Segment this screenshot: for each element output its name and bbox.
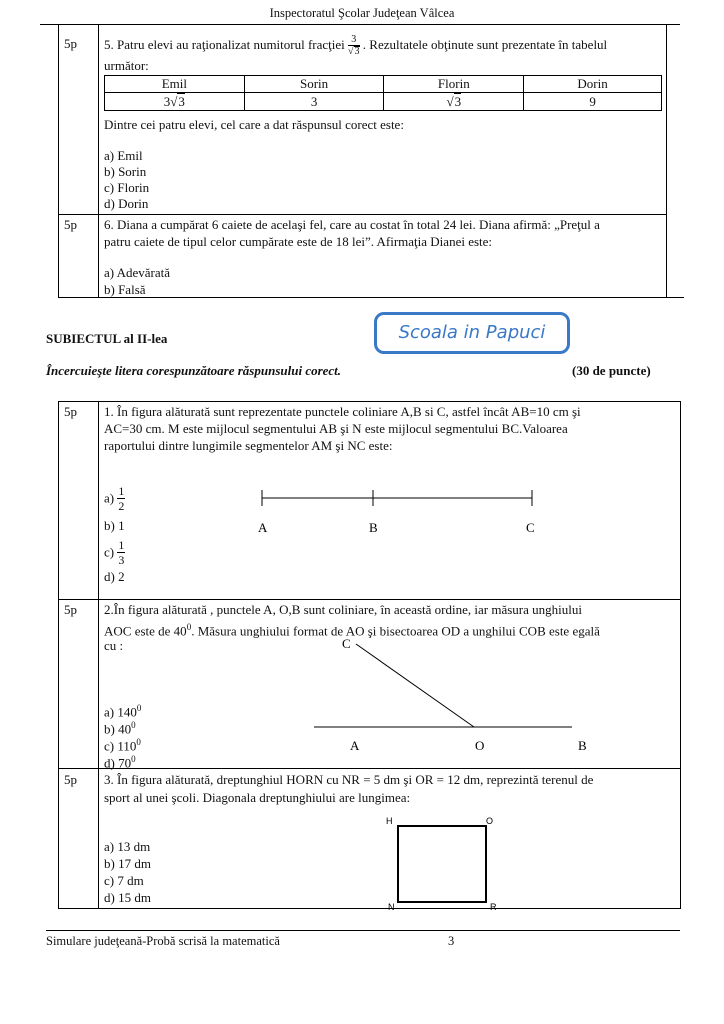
table2-left-border bbox=[58, 401, 59, 909]
q1-label-b: B bbox=[369, 520, 378, 535]
footer-text: Simulare judeţeană-Probă scrisă la matematică bbox=[46, 934, 280, 948]
q3-label-r: R bbox=[490, 902, 497, 912]
q5-text-before: 5. Patru elevi au raţionalizat numitorul fracţiei bbox=[104, 36, 345, 52]
q1-option-b: b) 1 bbox=[104, 518, 125, 533]
table2-bottom-border bbox=[58, 908, 680, 909]
table2-top-border bbox=[58, 401, 680, 402]
q2-points: 5p bbox=[64, 602, 77, 617]
q2-label-c: C bbox=[342, 636, 351, 651]
q6-line2: patru caiete de tipul celor cumpărate este de 18 lei”. Afirmaţia Dianei este: bbox=[104, 234, 493, 249]
q5-text-after: . Rezultatele obţinute sunt prezentate în tabelul bbox=[362, 36, 608, 52]
q3-option-c: c) 7 dm bbox=[104, 873, 144, 888]
q2-line1: 2.În figura alăturată , punctele A, O,B sunt coliniare, în această ordine, iar măsura unghiului bbox=[104, 602, 582, 617]
q5-text bbox=[104, 35, 607, 57]
table-header-sorin: Sorin bbox=[244, 76, 384, 93]
q1-segment-figure bbox=[250, 484, 550, 540]
table-header-dorin: Dorin bbox=[524, 76, 662, 93]
q1-label-a: A bbox=[258, 520, 268, 535]
q2-label-o: O bbox=[475, 738, 485, 753]
q5-option-b: b) Sorin bbox=[104, 164, 147, 179]
q6-points: 5p bbox=[64, 217, 77, 232]
footer-rule bbox=[46, 930, 680, 931]
q2-option-b: b) $40^0$ bbox=[104, 720, 136, 737]
table2-right-border bbox=[680, 401, 681, 909]
q5-points: 5p bbox=[64, 36, 77, 51]
q6-line1: 6. Diana a cumpărat 6 caiete de acelaşi fel, care au costat în total 24 lei. Diana afirmă: „Preţul a bbox=[104, 217, 600, 232]
page-number: 3 bbox=[448, 934, 455, 948]
q6-option-b: b) Falsă bbox=[104, 282, 146, 297]
q5-option-a: a) Emil bbox=[104, 148, 143, 163]
q2-option-a: a) $140^0$ bbox=[104, 703, 142, 720]
q5-frac-den: √3 bbox=[348, 46, 360, 57]
q3-label-h: H bbox=[386, 816, 393, 826]
table1-bottom-border bbox=[58, 297, 684, 298]
q5-frac-num: 3 bbox=[348, 35, 360, 46]
q1-option-d: d) 2 bbox=[104, 569, 125, 584]
section-title: SUBIECTUL al II-lea bbox=[46, 331, 168, 346]
q2-angle-figure bbox=[300, 634, 590, 758]
table-value-emil: 3√3 bbox=[105, 93, 245, 111]
q3-option-b: b) 17 dm bbox=[104, 856, 151, 871]
table2-row-separator-1 bbox=[58, 599, 680, 600]
q2-label-a: A bbox=[350, 738, 360, 753]
watermark-stamp: Scoala in Papuci bbox=[374, 312, 570, 354]
q3-option-d: d) 15 dm bbox=[104, 890, 151, 905]
table1-right-border bbox=[666, 24, 667, 298]
q5-text-line2: următor: bbox=[104, 58, 149, 73]
table1-divider bbox=[98, 24, 99, 298]
table2-row-separator-2 bbox=[58, 768, 680, 769]
page-header: Inspectoratul Şcolar Judeţean Vâlcea bbox=[269, 6, 455, 20]
table-header-emil: Emil bbox=[105, 76, 245, 93]
table2-divider bbox=[98, 401, 99, 909]
q2-label-b: B bbox=[578, 738, 587, 753]
q2-line2: AOC este de $40^0$. Măsura unghiului format de AO şi bisectoarea OD a unghilui COB este egală bbox=[104, 622, 600, 639]
q3-points: 5p bbox=[64, 772, 77, 787]
q3-label-o: O bbox=[486, 816, 494, 826]
q1-line1: 1. În figura alăturată sunt reprezentate punctele coliniare A,B si C, astfel încât AB=10 cm şi bbox=[104, 404, 581, 419]
q5-question: Dintre cei patru elevi, cel care a dat răspunsul corect este: bbox=[104, 117, 404, 132]
q2-option-d: d) $70^0$ bbox=[104, 754, 136, 771]
q1-points: 5p bbox=[64, 404, 77, 419]
q3-label-n: N bbox=[388, 902, 395, 912]
q5-answers-table bbox=[104, 75, 662, 111]
q5-option-d: d) Dorin bbox=[104, 196, 149, 211]
section-points-total: (30 de puncte) bbox=[572, 363, 651, 378]
q2-option-c: c) $110^0$ bbox=[104, 737, 141, 754]
q3-line2: sport al unei şcoli. Diagonala dreptunghiului are lungimea: bbox=[104, 790, 411, 805]
table-value-dorin: 9 bbox=[524, 93, 662, 111]
q1-line2: AC=30 cm. M este mijlocul segmentului AB şi N este mijlocul segmentului BC.Valoarea bbox=[104, 421, 568, 436]
q3-rectangle-figure bbox=[380, 812, 510, 912]
table-header-florin: Florin bbox=[384, 76, 524, 93]
q5-option-c: c) Florin bbox=[104, 180, 150, 195]
q1-label-c: C bbox=[526, 520, 535, 535]
q1-option-c: c) $\frac{1}{3}$ bbox=[104, 538, 125, 567]
section-instruction: Încercuieşte litera corespunzătoare răspunsului corect. bbox=[46, 363, 342, 378]
header-rule bbox=[40, 24, 680, 25]
table1-row-separator bbox=[58, 214, 666, 215]
q3-line1: 3. În figura alăturată, dreptunghiul HORN cu NR = 5 dm şi OR = 12 dm, reprezintă terenul de bbox=[104, 772, 594, 787]
q1-option-a: a) $\frac{1}{2}$ bbox=[104, 484, 125, 513]
q3-option-a: a) 13 dm bbox=[104, 839, 151, 854]
q6-option-a: a) Adevărată bbox=[104, 265, 171, 280]
q2-line3: cu : bbox=[104, 638, 124, 653]
q5-fraction bbox=[348, 35, 360, 57]
q1-line3: raportului dintre lungimile segmentelor AM şi NC este: bbox=[104, 438, 393, 453]
table-value-sorin: 3 bbox=[244, 93, 384, 111]
table-value-florin: √3 bbox=[384, 93, 524, 111]
table1-left-border bbox=[58, 24, 59, 298]
